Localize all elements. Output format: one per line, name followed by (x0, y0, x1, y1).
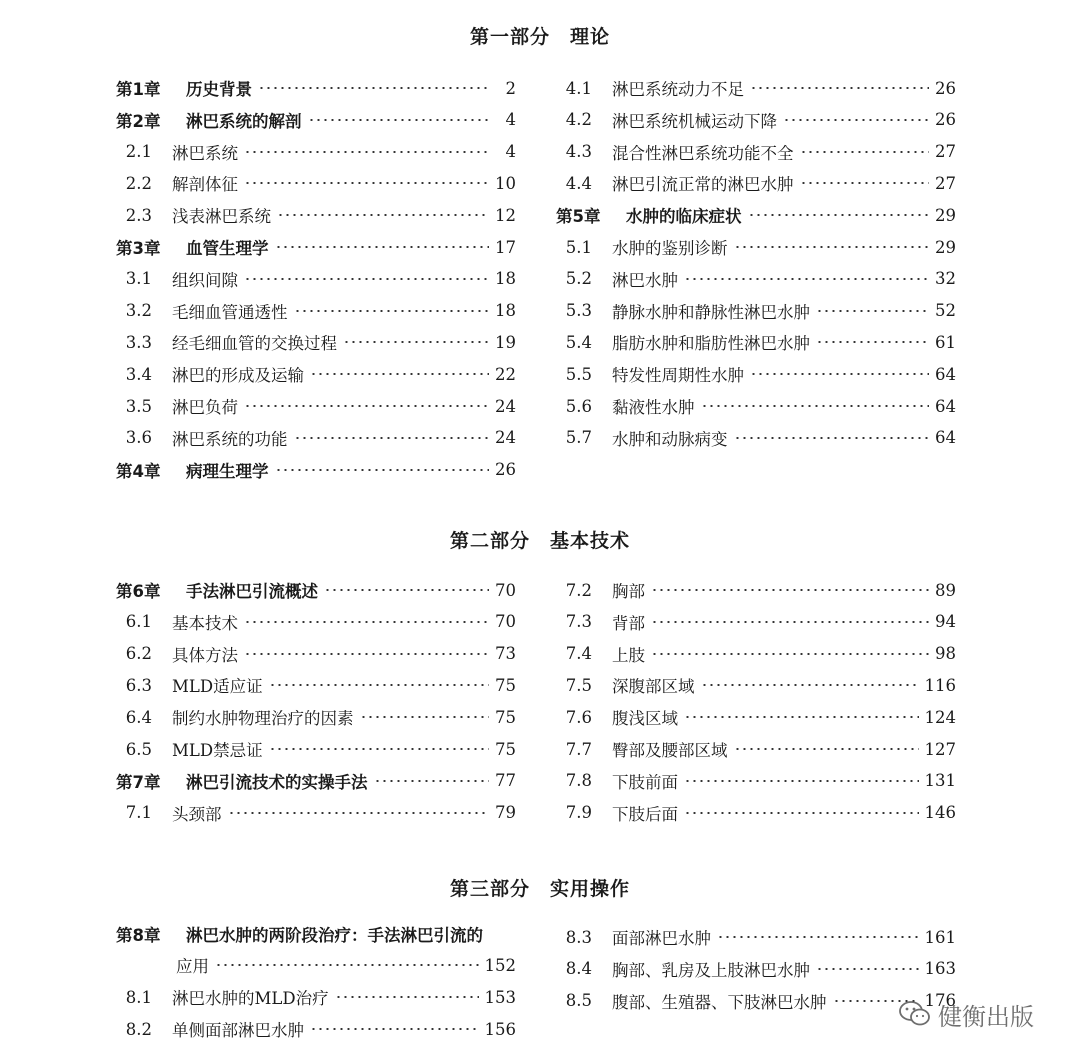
entry-number: 6.3 (125, 675, 152, 695)
toc-entry-chapter[interactable] (116, 769, 516, 793)
toc-entry[interactable] (116, 642, 516, 666)
entry-title: 解剖体征 (172, 175, 238, 195)
dot-leader (215, 964, 479, 966)
entry-title: 臀部及腰部区域 (612, 741, 728, 760)
toc-entry[interactable] (556, 925, 956, 949)
entry-number: 8.3 (565, 927, 592, 947)
entry-title: 背部 (612, 613, 645, 633)
dot-leader (244, 405, 489, 407)
entry-page: 24 (495, 428, 516, 448)
entry-title: 混合性淋巴系统功能不全 (612, 143, 794, 163)
entry-title: 头颈部 (172, 804, 222, 824)
chapter-label: 第3章 (116, 239, 161, 258)
entry-page: 12 (495, 205, 516, 225)
entry-page: 17 (495, 237, 516, 257)
entry-page: 75 (495, 739, 516, 759)
entry-title: 制约水肿物理治疗的因素 (172, 709, 354, 729)
entry-number: 2.1 (125, 142, 152, 162)
toc-entry[interactable] (116, 171, 516, 195)
dot-leader (244, 151, 490, 153)
dot-leader (294, 437, 490, 439)
entry-title: 脂肪水肿和脂肪性淋巴水肿 (612, 334, 810, 354)
toc-entry[interactable] (116, 299, 516, 323)
entry-page: 61 (935, 332, 956, 352)
entry-number: 4.3 (565, 142, 592, 162)
entry-title: 淋巴水肿的MLD治疗 (172, 989, 329, 1008)
entry-page: 18 (495, 269, 516, 289)
entry-number: 6.1 (125, 612, 152, 632)
entry-title: 手法淋巴引流概述 (186, 582, 318, 601)
chapter-label: 第4章 (116, 461, 161, 481)
entry-title: 浅表淋巴系统 (172, 207, 271, 227)
toc-entry[interactable] (556, 140, 956, 164)
part-title-1: 第一部分 理论 (469, 26, 610, 48)
dot-leader (244, 653, 489, 655)
dot-leader (360, 716, 490, 718)
entry-page: 26 (935, 78, 956, 98)
dot-leader (308, 119, 491, 121)
entry-number: 5.6 (565, 396, 592, 416)
toc-entry[interactable] (116, 1017, 516, 1041)
dot-leader (684, 812, 919, 814)
chapter-label: 第5章 (556, 207, 601, 227)
entry-title: 历史背景 (186, 80, 252, 99)
dot-leader (277, 214, 489, 216)
entry-number: 3.6 (125, 428, 152, 448)
entry-number: 2.3 (125, 205, 152, 225)
entry-number: 4.2 (565, 110, 592, 130)
dot-leader (244, 182, 489, 184)
entry-page: 27 (935, 142, 956, 162)
entry-page: 146 (924, 803, 956, 823)
toc-entry-chapter[interactable] (116, 458, 516, 482)
dot-leader (244, 621, 489, 623)
entry-page: 116 (924, 675, 956, 695)
dot-leader (335, 996, 479, 998)
chapter-label: 第2章 (116, 111, 161, 131)
toc-entry[interactable] (116, 801, 516, 825)
entry-page: 29 (935, 205, 956, 225)
entry-page: 27 (935, 173, 956, 193)
entry-number: 4.1 (565, 78, 592, 98)
entry-number: 7.5 (565, 675, 592, 695)
entry-number: 7.4 (565, 644, 592, 664)
entry-title: 面部淋巴水肿 (612, 929, 711, 948)
entry-page: 64 (935, 364, 956, 384)
toc-entry[interactable] (556, 108, 956, 132)
entry-page: 10 (495, 173, 516, 193)
toc-entry[interactable] (556, 801, 956, 825)
toc-entry[interactable] (556, 737, 956, 761)
entry-number: 6.4 (125, 707, 152, 727)
toc-entry-chapter[interactable] (116, 235, 516, 259)
entry-title: 黏液性水肿 (612, 398, 695, 417)
toc-entry[interactable] (556, 299, 956, 323)
entry-page: 2 (505, 78, 516, 98)
entry-page: 153 (484, 987, 516, 1007)
dot-leader (816, 310, 929, 312)
toc-entry-chapter[interactable] (116, 578, 516, 602)
entry-page: 156 (484, 1019, 516, 1039)
toc-entry[interactable] (116, 330, 516, 354)
entry-title: 单侧面部淋巴水肿 (172, 1021, 304, 1040)
toc-entry[interactable] (556, 235, 956, 259)
entry-title: 应用 (176, 957, 209, 976)
toc-entry[interactable] (556, 362, 956, 386)
entry-title: 深腹部区域 (612, 677, 695, 697)
entry-page: 70 (495, 612, 516, 632)
toc-entry[interactable] (556, 578, 956, 602)
entry-title: MLD适应证 (172, 677, 263, 697)
toc-entry[interactable] (116, 610, 516, 634)
entry-title: 基本技术 (172, 613, 238, 633)
entry-page: 127 (924, 739, 956, 759)
entry-title: 淋巴水肿的两阶段治疗：手法淋巴引流的 (186, 926, 483, 945)
entry-page: 18 (495, 301, 516, 321)
entry-title: 水肿和动脉病变 (612, 429, 728, 449)
entry-number: 5.7 (565, 428, 592, 448)
toc-entry[interactable] (556, 673, 956, 697)
entry-title: 静脉水肿和静脉性淋巴水肿 (612, 302, 810, 322)
toc-entry-chapter-8-cont[interactable] (176, 953, 516, 977)
entry-page: 161 (924, 927, 956, 947)
dot-leader (800, 182, 930, 184)
dot-leader (717, 936, 919, 938)
dot-leader (310, 1028, 479, 1030)
entry-page: 75 (495, 707, 516, 727)
toc-entry[interactable] (556, 769, 956, 793)
dot-leader (343, 341, 489, 343)
entry-title: 病理生理学 (186, 461, 269, 481)
entry-page: 29 (935, 237, 956, 257)
dot-leader (228, 812, 490, 814)
dot-leader (816, 341, 929, 343)
entry-title: 淋巴引流技术的实操手法 (186, 772, 368, 792)
entry-number: 3.4 (125, 364, 152, 384)
entry-number: 5.2 (565, 269, 592, 289)
wechat-icon (898, 999, 932, 1029)
part-title-3: 第三部分 实用操作 (449, 878, 630, 900)
entry-title: MLD禁忌证 (172, 741, 263, 760)
entry-number: 8.1 (125, 987, 152, 1007)
entry-title: 淋巴水肿 (612, 270, 678, 290)
entry-page: 94 (935, 612, 956, 632)
dot-leader (734, 246, 930, 248)
toc-entry[interactable] (556, 610, 956, 634)
dot-leader (269, 748, 489, 750)
entry-title: 具体方法 (172, 645, 238, 665)
toc-entry[interactable] (556, 267, 956, 291)
entry-title: 下肢后面 (612, 804, 678, 824)
dot-leader (734, 748, 919, 750)
chapter-label: 第8章 (116, 926, 161, 945)
entry-number: 6.2 (125, 644, 152, 664)
entry-title: 特发性周期性水肿 (612, 366, 744, 386)
entry-number: 5.3 (565, 301, 592, 321)
dot-leader (684, 716, 919, 718)
entry-page: 163 (924, 959, 956, 979)
toc-entry[interactable] (116, 705, 516, 729)
toc-entry-chapter[interactable] (556, 203, 956, 227)
entry-title: 水肿的临床症状 (626, 207, 742, 227)
dot-leader (651, 653, 929, 655)
dot-leader (258, 87, 490, 89)
part-title-2: 第二部分 基本技术 (449, 530, 630, 552)
chapter-label: 第1章 (116, 80, 161, 99)
entry-page: 52 (935, 301, 956, 321)
dot-leader (684, 780, 919, 782)
entry-title: 淋巴系统动力不足 (612, 80, 744, 99)
dot-leader (750, 373, 929, 375)
toc-entry[interactable] (116, 737, 516, 761)
entry-title: 淋巴系统机械运动下降 (612, 111, 777, 131)
toc-entry-chapter[interactable] (116, 76, 516, 100)
dot-leader (701, 405, 930, 407)
entry-page: 79 (495, 803, 516, 823)
entry-number: 7.2 (565, 580, 592, 600)
entry-number: 2.2 (125, 173, 152, 193)
dot-leader (275, 469, 490, 471)
entry-page: 77 (495, 771, 516, 791)
entry-page: 73 (495, 644, 516, 664)
toc-entry[interactable] (116, 362, 516, 386)
entry-title: 腹浅区域 (612, 709, 678, 729)
entry-page: 176 (924, 991, 956, 1011)
dot-leader (374, 780, 490, 782)
entry-title: 淋巴负荷 (172, 398, 238, 417)
entry-number: 8.2 (125, 1019, 152, 1039)
entry-title: 淋巴的形成及运输 (172, 366, 304, 386)
entry-page: 98 (935, 644, 956, 664)
entry-title: 淋巴系统的解剖 (186, 111, 302, 131)
entry-number: 7.8 (565, 771, 592, 791)
entry-page: 4 (505, 110, 516, 130)
dot-leader (294, 310, 490, 312)
dot-leader (750, 87, 929, 89)
chapter-label: 第7章 (116, 772, 161, 792)
entry-number: 7.7 (565, 739, 592, 759)
entry-number: 5.4 (565, 332, 592, 352)
dot-leader (651, 589, 929, 591)
toc-entry-chapter-8[interactable] (116, 922, 516, 946)
entry-title: 胸部 (612, 582, 645, 601)
entry-title: 经毛细血管的交换过程 (172, 334, 337, 354)
toc-entry-chapter[interactable] (116, 108, 516, 132)
entry-page: 26 (935, 110, 956, 130)
entry-title: 下肢前面 (612, 772, 678, 792)
toc-entry[interactable] (116, 140, 516, 164)
entry-number: 7.6 (565, 707, 592, 727)
toc-entry[interactable] (116, 267, 516, 291)
entry-page: 70 (495, 580, 516, 600)
entry-page: 26 (495, 460, 516, 480)
entry-page: 64 (935, 396, 956, 416)
watermark-text: 健衡出版 (938, 1002, 1034, 1031)
watermark (898, 996, 1034, 1032)
dot-leader (651, 621, 929, 623)
toc-entry[interactable] (116, 985, 516, 1009)
dot-leader (816, 968, 919, 970)
entry-page: 89 (935, 580, 956, 600)
toc-entry[interactable] (116, 673, 516, 697)
dot-leader (684, 278, 929, 280)
toc-entry[interactable] (556, 957, 956, 981)
entry-title: 血管生理学 (186, 239, 269, 258)
toc-entry[interactable] (556, 330, 956, 354)
entry-title: 毛细血管通透性 (172, 302, 288, 322)
entry-page: 24 (495, 396, 516, 416)
entry-number: 8.4 (565, 959, 592, 979)
chapter-label: 第6章 (116, 582, 161, 601)
dot-leader (310, 373, 489, 375)
toc-entry[interactable] (556, 394, 956, 418)
entry-number: 7.9 (565, 803, 592, 823)
toc-entry[interactable] (556, 642, 956, 666)
toc-entry[interactable] (556, 76, 956, 100)
entry-title: 腹部、生殖器、下肢淋巴水肿 (612, 992, 827, 1012)
toc-entry[interactable] (556, 705, 956, 729)
entry-number: 8.5 (565, 991, 592, 1011)
entry-page: 124 (924, 707, 956, 727)
entry-title: 组织间隙 (172, 270, 238, 290)
entry-number: 6.5 (125, 739, 152, 759)
entry-number: 7.3 (565, 612, 592, 632)
toc-entry[interactable] (116, 203, 516, 227)
toc-entry[interactable] (556, 171, 956, 195)
dot-leader (244, 278, 489, 280)
entry-number: 3.3 (125, 332, 152, 352)
entry-page: 131 (924, 771, 956, 791)
entry-page: 22 (495, 364, 516, 384)
entry-page: 32 (935, 269, 956, 289)
dot-leader (324, 589, 489, 591)
entry-page: 75 (495, 675, 516, 695)
entry-number: 3.2 (125, 301, 152, 321)
entry-page: 152 (484, 955, 516, 975)
entry-title: 淋巴引流正常的淋巴水肿 (612, 175, 794, 195)
entry-number: 4.4 (565, 173, 592, 193)
dot-leader (734, 437, 930, 439)
entry-number: 3.1 (125, 269, 152, 289)
dot-leader (748, 214, 930, 216)
dot-leader (275, 246, 490, 248)
dot-leader (701, 684, 919, 686)
entry-title: 胸部、乳房及上肢淋巴水肿 (612, 960, 810, 980)
toc-entry[interactable] (116, 426, 516, 450)
entry-title: 水肿的鉴别诊断 (612, 239, 728, 258)
entry-number: 5.1 (565, 237, 592, 257)
toc-entry[interactable] (116, 394, 516, 418)
dot-leader (800, 151, 930, 153)
toc-entry[interactable] (556, 426, 956, 450)
entry-title: 淋巴系统 (172, 143, 238, 163)
entry-number: 5.5 (565, 364, 592, 384)
toc-entry[interactable] (556, 989, 956, 1013)
entry-page: 64 (935, 428, 956, 448)
entry-page: 19 (495, 332, 516, 352)
entry-page: 4 (505, 142, 516, 162)
entry-title: 上肢 (612, 645, 645, 665)
dot-leader (269, 684, 489, 686)
dot-leader (783, 119, 929, 121)
entry-number: 3.5 (125, 396, 152, 416)
entry-title: 淋巴系统的功能 (172, 429, 288, 449)
entry-number: 7.1 (125, 803, 152, 823)
